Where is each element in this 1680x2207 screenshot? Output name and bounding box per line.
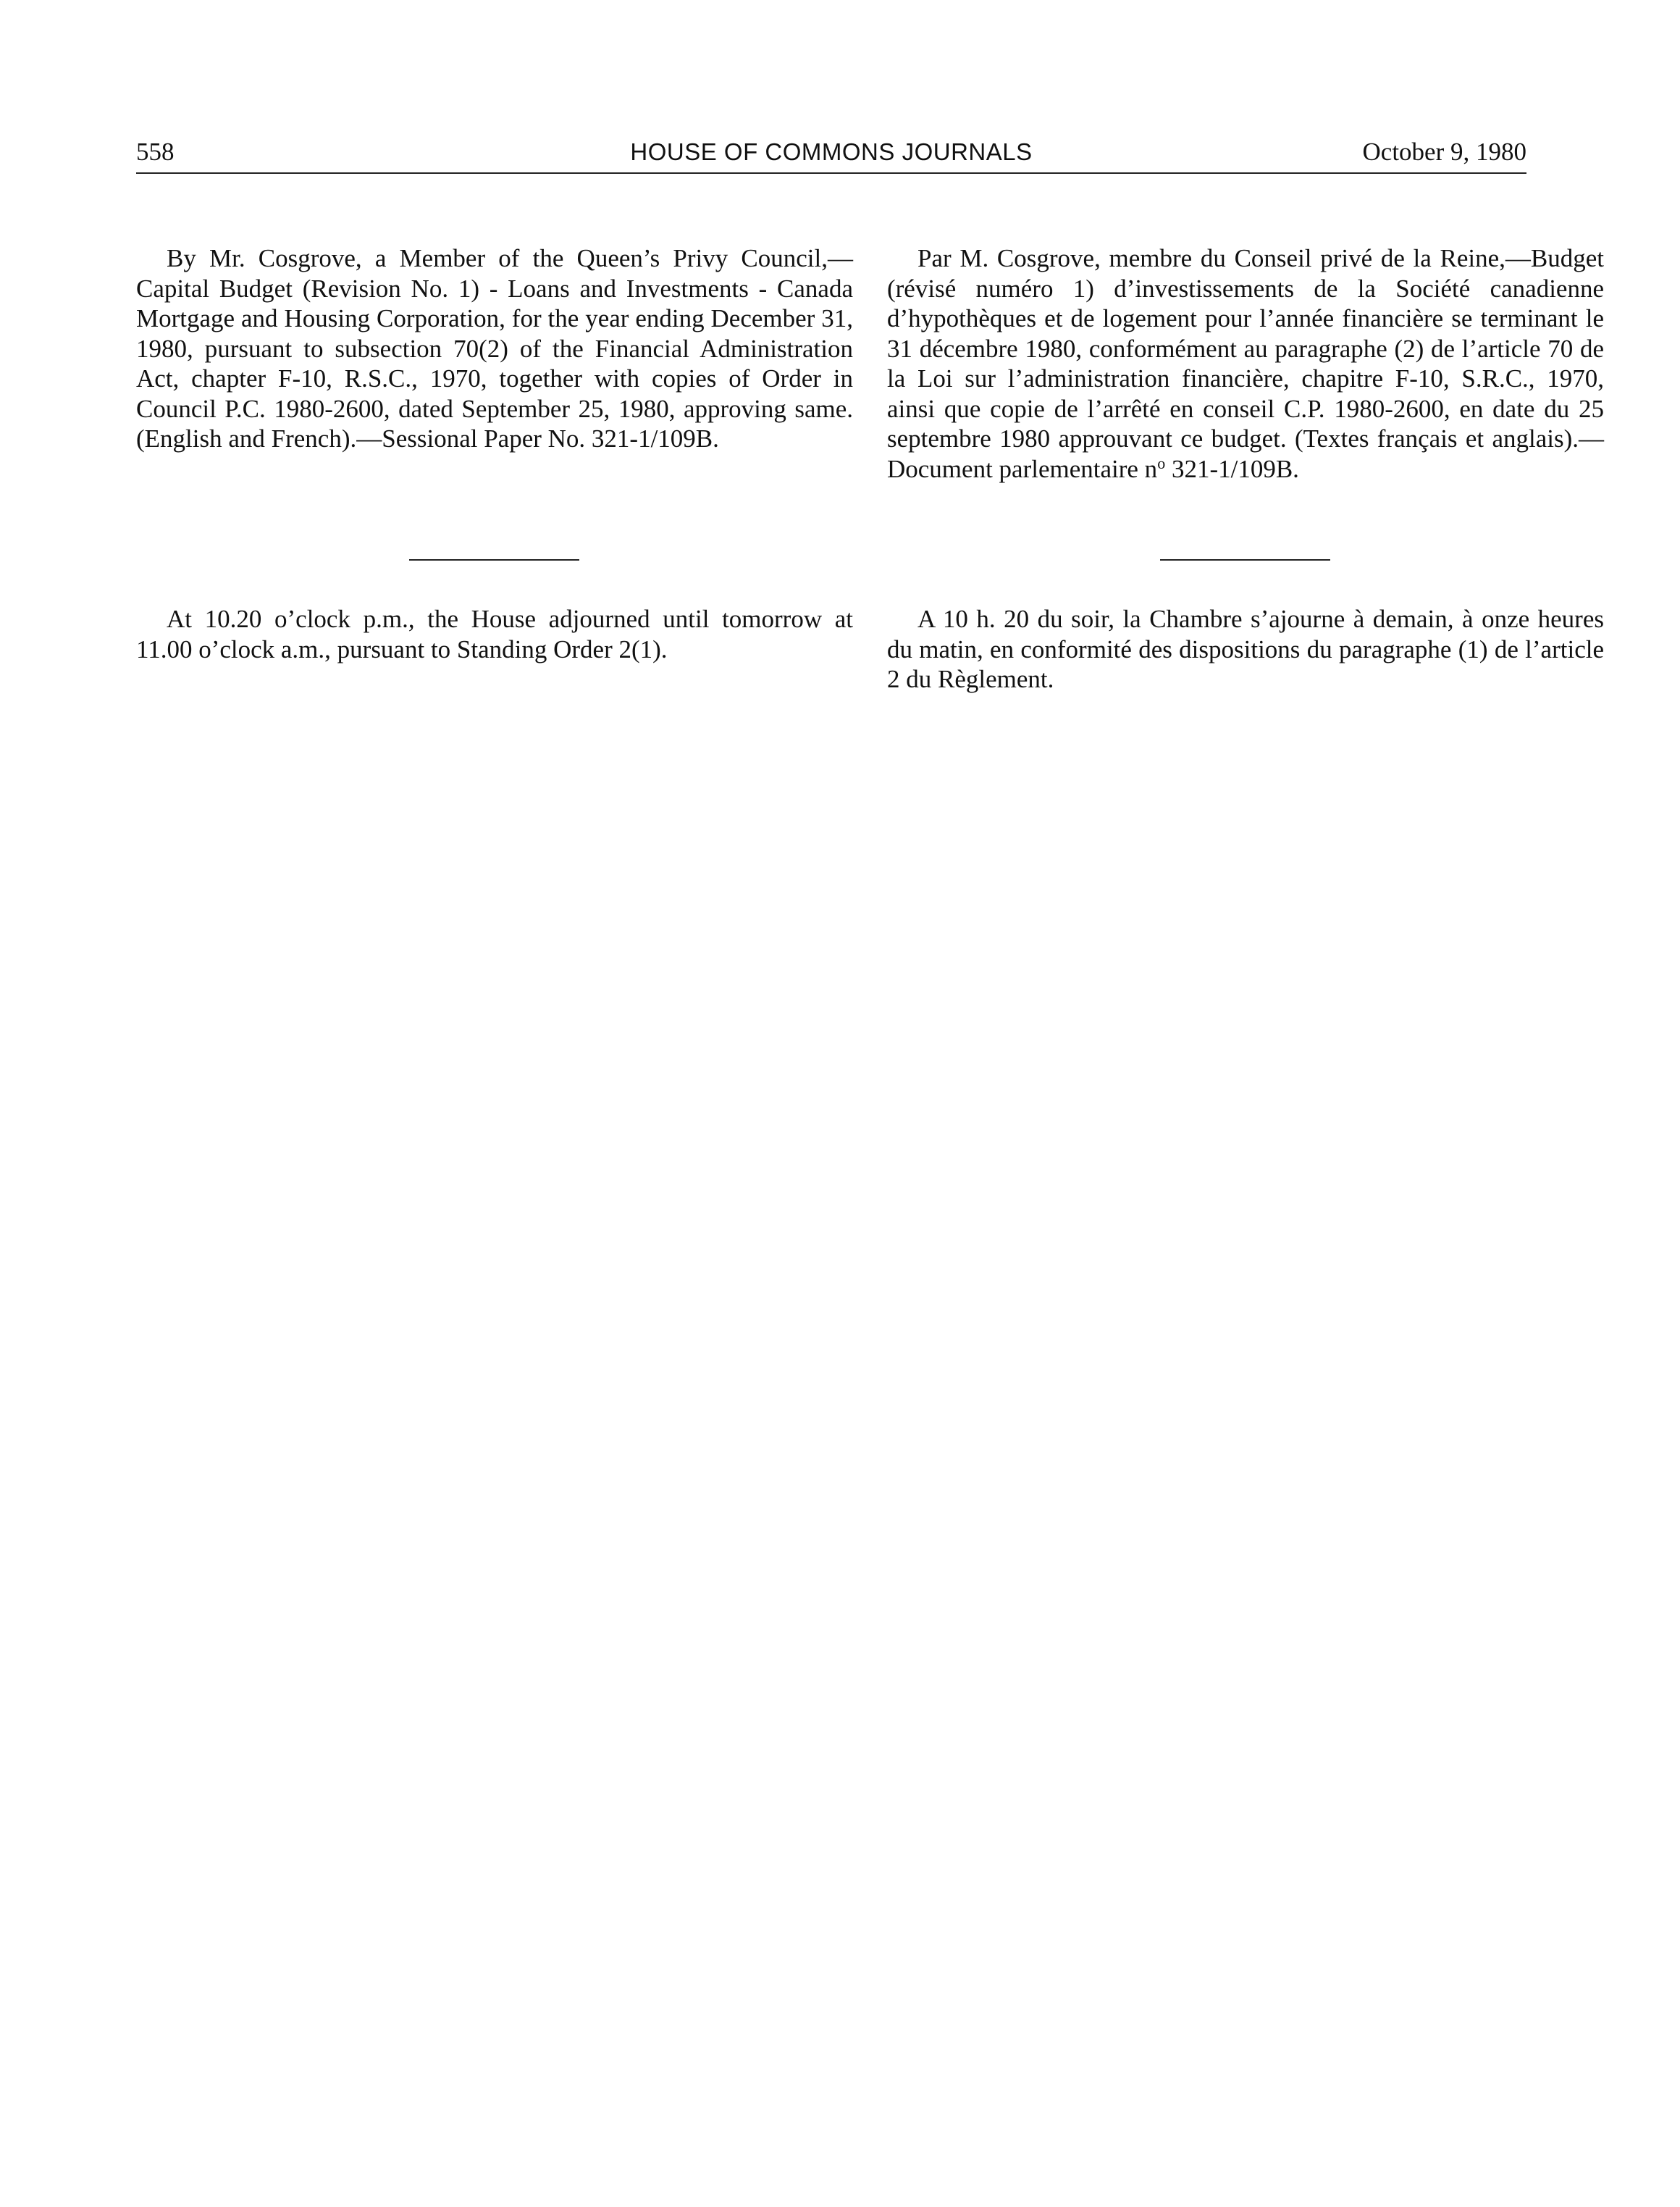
french-adjournment-paragraph: A 10 h. 20 du soir, la Chambre s’ajourne à demain, à onze heures du matin, en conformité des dispositions du paragraphe (1) de l’article 2 du Règlement. — [887, 605, 1604, 693]
french-section-divider — [1160, 559, 1330, 561]
numero-superscript: o — [1157, 453, 1166, 472]
running-head — [136, 132, 1526, 172]
french-tabling-paragraph — [887, 243, 1604, 484]
issue-date: October 9, 1980 — [1362, 138, 1526, 166]
french-tabling-text: Par M. Cosgrove, membre du Conseil privé de la Reine,—Budget (révisé numéro 1) d’investissements de la Société canadienne d’hypothèques et de logement pour l’année financière se terminant le 31 décembre 1980, conformément au paragraphe (2) de l’article 70 de la Loi sur l’administration financière, chapitre F-10, S.R.C., 1970, ainsi que copie de l’arrêté en conseil C.P. 1980-2600, en date du 25 septembre 1980 approuvant ce budget. (Textes français et anglais).—Document parlementaire n — [887, 244, 1604, 483]
french-sessional-paper-number: 321-1/109B. — [1165, 454, 1299, 483]
header-rule — [136, 172, 1526, 174]
english-tabling-paragraph: By Mr. Cosgrove, a Member of the Queen’s Privy Council,—Capital Budget (Revision No. 1) - Loans and Investments - Canada Mortgage and Housing Corporation, for the year ending December 31, 1980, pursuant to subsection 70(2) of the Financial Administration Act, chapter F-10, R.S.C., 1970, together with copies of Order in Council P.C. 1980-2600, dated September 25, 1980, approving same. (English and French).—Sessional Paper No. 321-1/109B. — [136, 244, 853, 453]
journal-title: HOUSE OF COMMONS JOURNALS — [630, 138, 1033, 165]
english-adjournment-paragraph: At 10.20 o’clock p.m., the House adjourned until tomorrow at 11.00 o’clock a.m., pursuant to Standing Order 2(1). — [136, 605, 853, 663]
english-section-divider — [409, 559, 579, 561]
page-number: 558 — [136, 138, 175, 166]
